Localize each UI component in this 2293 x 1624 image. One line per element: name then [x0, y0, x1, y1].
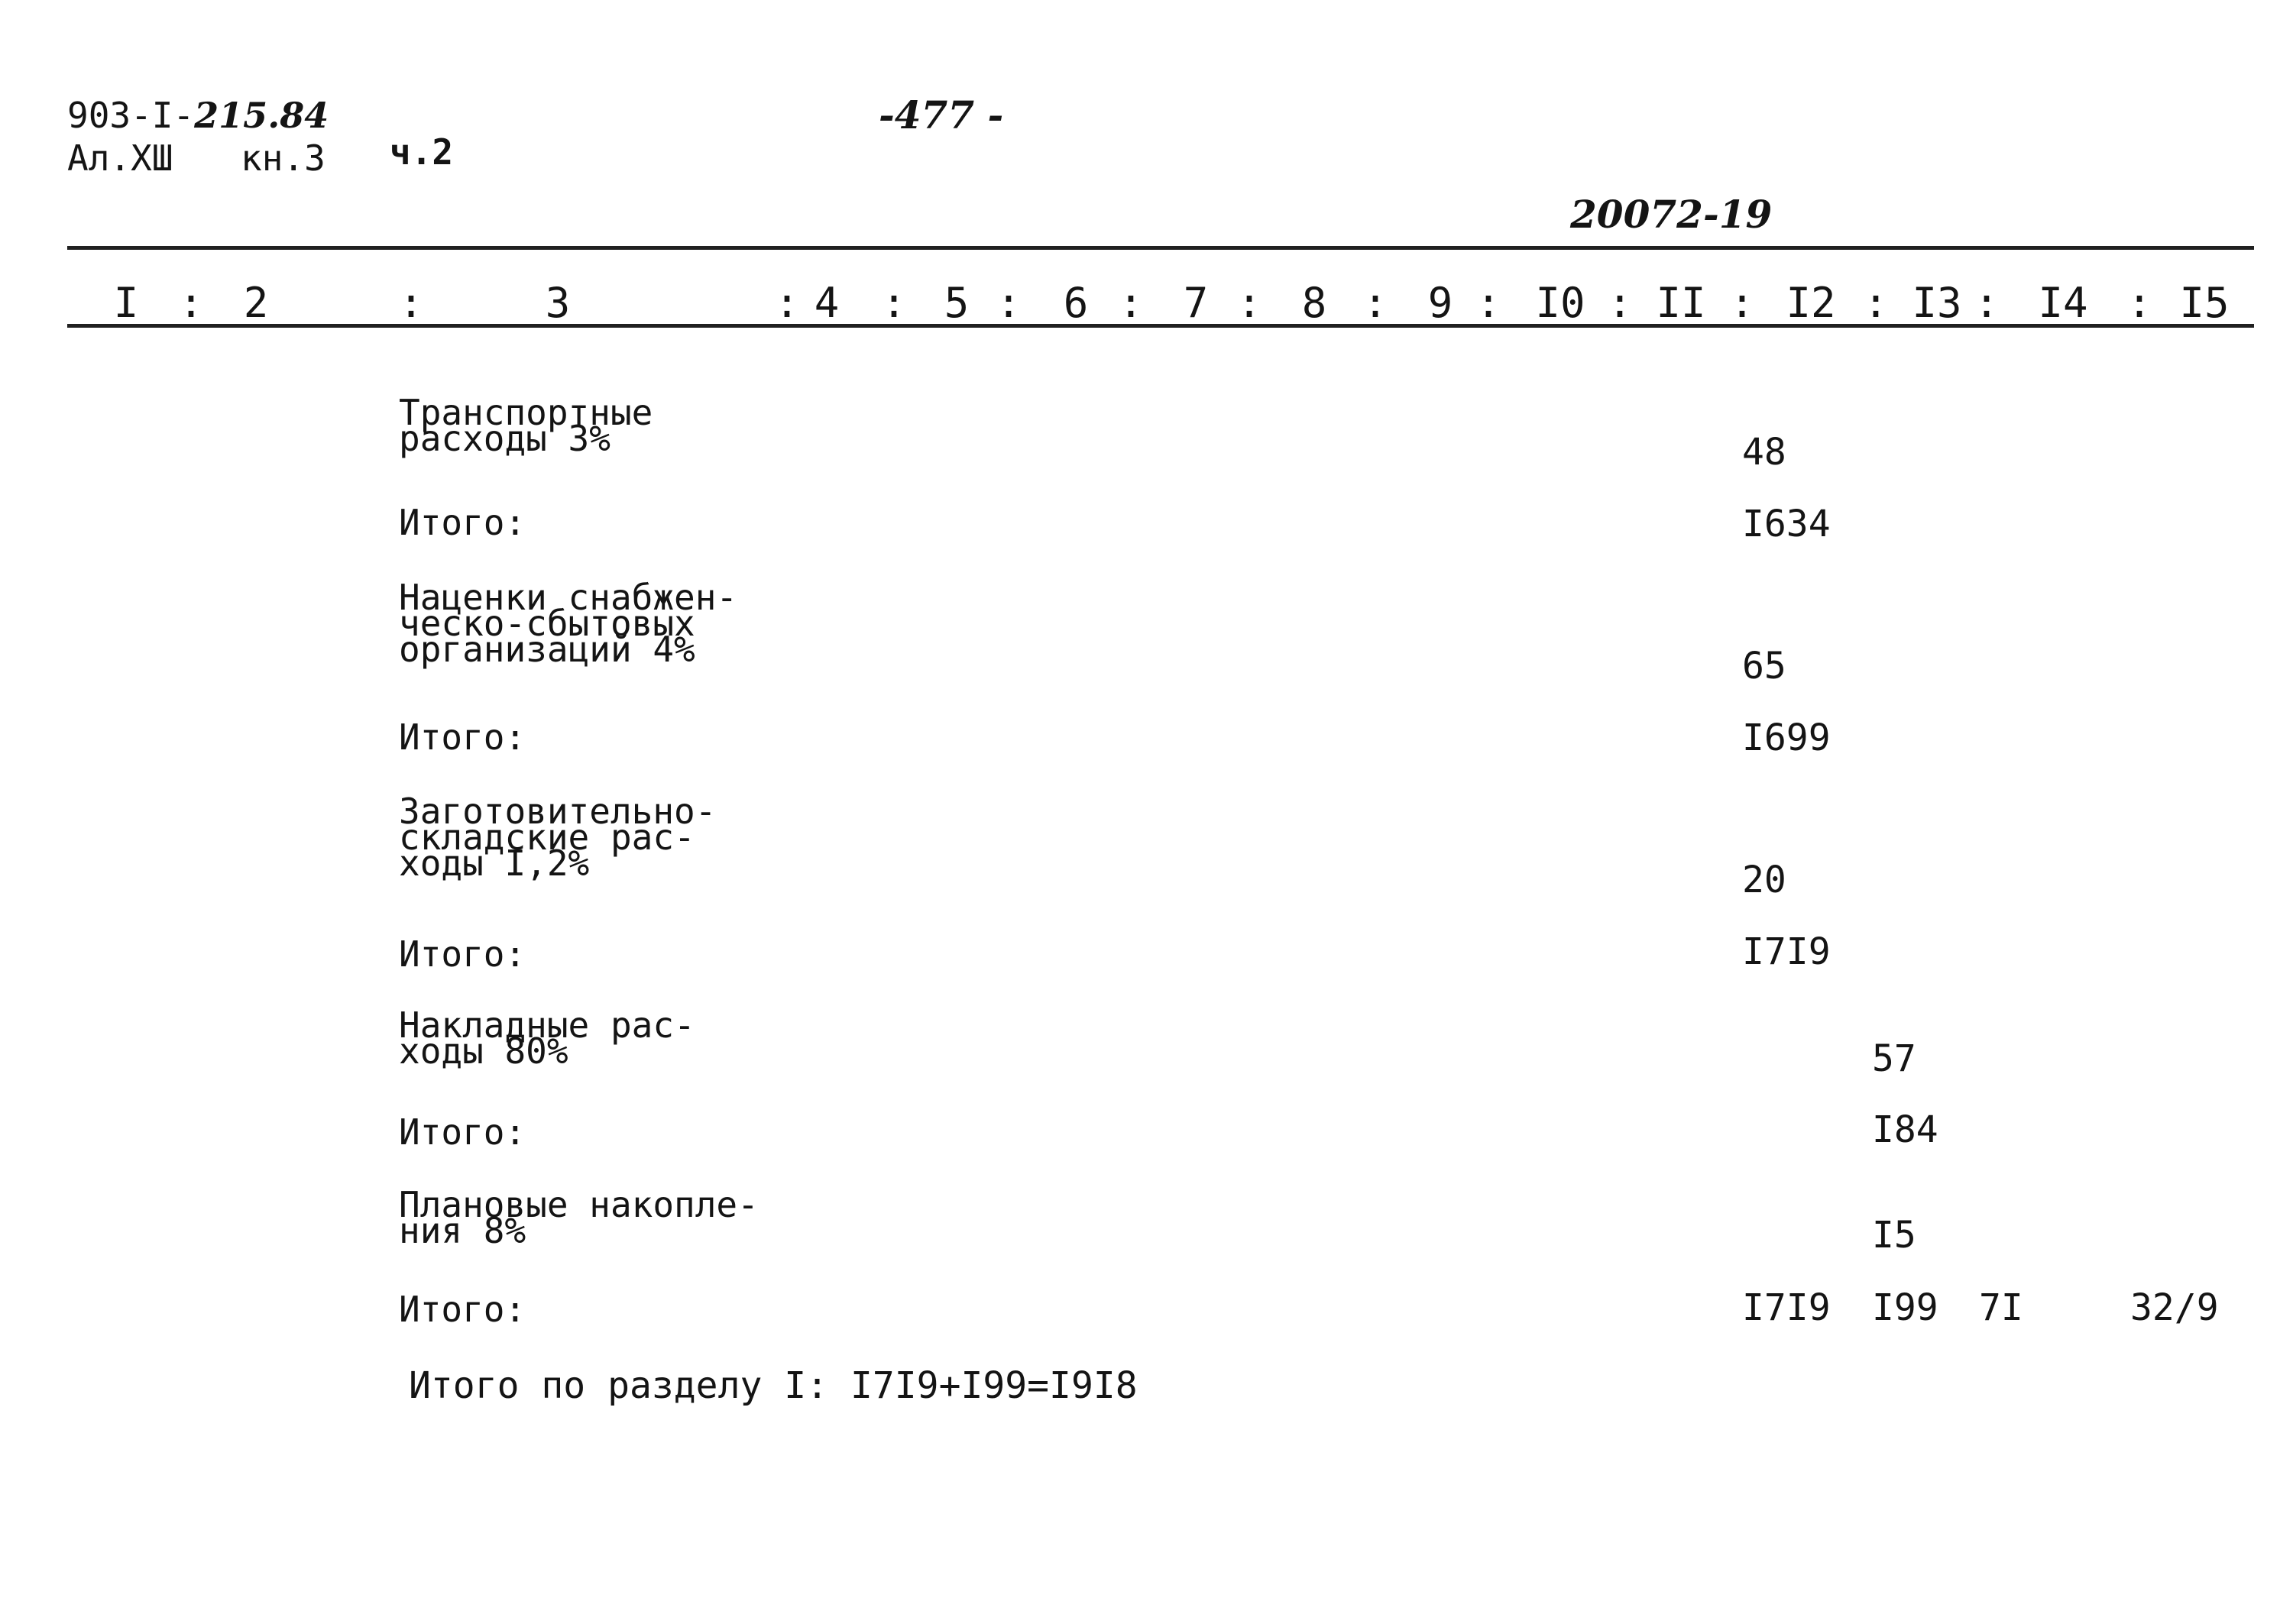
column-separator: : — [1729, 279, 1755, 327]
cell-col-12: I7I9 — [1742, 930, 1831, 973]
row-label: Итого: — [399, 1111, 526, 1153]
column-separator: : — [178, 279, 204, 327]
column-separator: : — [1974, 279, 2000, 327]
document-code-handwritten: 215.84 — [194, 95, 329, 136]
row-label: Итого: — [399, 502, 526, 543]
column-separator: : — [1607, 279, 1633, 327]
row-label: Итого: — [399, 1289, 526, 1330]
column-separator: : — [996, 279, 1022, 327]
column-separator: : — [1863, 279, 1889, 327]
column-number: I5 — [2179, 279, 2230, 327]
cell-col-15: 32/9 — [2130, 1286, 2219, 1329]
column-separator: : — [1236, 279, 1262, 327]
row-label: Итого: — [399, 717, 526, 758]
column-separator: : — [1118, 279, 1144, 327]
document-number: 20072-19 — [1570, 192, 1773, 237]
column-separator: : — [881, 279, 907, 327]
cell-col-13: I5 — [1872, 1214, 1916, 1257]
column-separator: : — [398, 279, 424, 327]
book-label: кн.3 — [241, 137, 325, 179]
cell-col-14: 7I — [1979, 1286, 2023, 1329]
cell-col-13: I99 — [1872, 1286, 1938, 1329]
column-number: I3 — [1912, 279, 1962, 327]
header-top-rule — [67, 246, 2254, 250]
part-label: ч.2 — [390, 131, 454, 173]
column-separator: : — [1362, 279, 1388, 327]
cell-col-12: 48 — [1742, 431, 1786, 474]
row-label: Накладные рас- ходы 80% — [399, 1004, 695, 1072]
cell-col-13: I84 — [1872, 1108, 1938, 1151]
document-code — [67, 95, 329, 136]
column-number: 6 — [1063, 279, 1089, 327]
column-number: 5 — [944, 279, 970, 327]
column-number: 2 — [243, 279, 269, 327]
column-number: 7 — [1183, 279, 1209, 327]
cell-col-12: I699 — [1742, 717, 1831, 759]
row-label: Наценки снабжен- ческо-сбытовых организаций 4% — [399, 577, 738, 670]
cell-col-12: I7I9 — [1742, 1286, 1831, 1329]
row-label: Заготовительно- складские рас- ходы I,2% — [399, 791, 717, 884]
column-number: 4 — [814, 279, 840, 327]
column-number: 3 — [545, 279, 571, 327]
row-label: Плановые накопле- ния 8% — [399, 1184, 759, 1251]
cell-col-12: 20 — [1742, 859, 1786, 901]
document-code-prefix: 903-I- — [67, 95, 195, 136]
row-label: Итого: — [399, 933, 526, 975]
column-number: II — [1656, 279, 1706, 327]
section-total: Итого по разделу I: I7I9+I99=I9I8 — [409, 1364, 1138, 1407]
page-number: -477 - — [879, 92, 1004, 137]
album-label: Ал.XШ — [67, 137, 173, 179]
column-separator: : — [2126, 279, 2152, 327]
cell-col-13: 57 — [1872, 1037, 1916, 1080]
column-number: I0 — [1535, 279, 1585, 327]
column-number: 9 — [1427, 279, 1453, 327]
column-number: I — [113, 279, 139, 327]
column-separator: : — [1475, 279, 1501, 327]
column-number: I4 — [2038, 279, 2088, 327]
column-separator: : — [774, 279, 800, 327]
cell-col-12: I634 — [1742, 503, 1831, 545]
column-number: 8 — [1301, 279, 1327, 327]
cell-col-12: 65 — [1742, 645, 1786, 687]
row-label: Транспортные расходы 3% — [399, 392, 653, 459]
column-number: I2 — [1786, 279, 1836, 327]
